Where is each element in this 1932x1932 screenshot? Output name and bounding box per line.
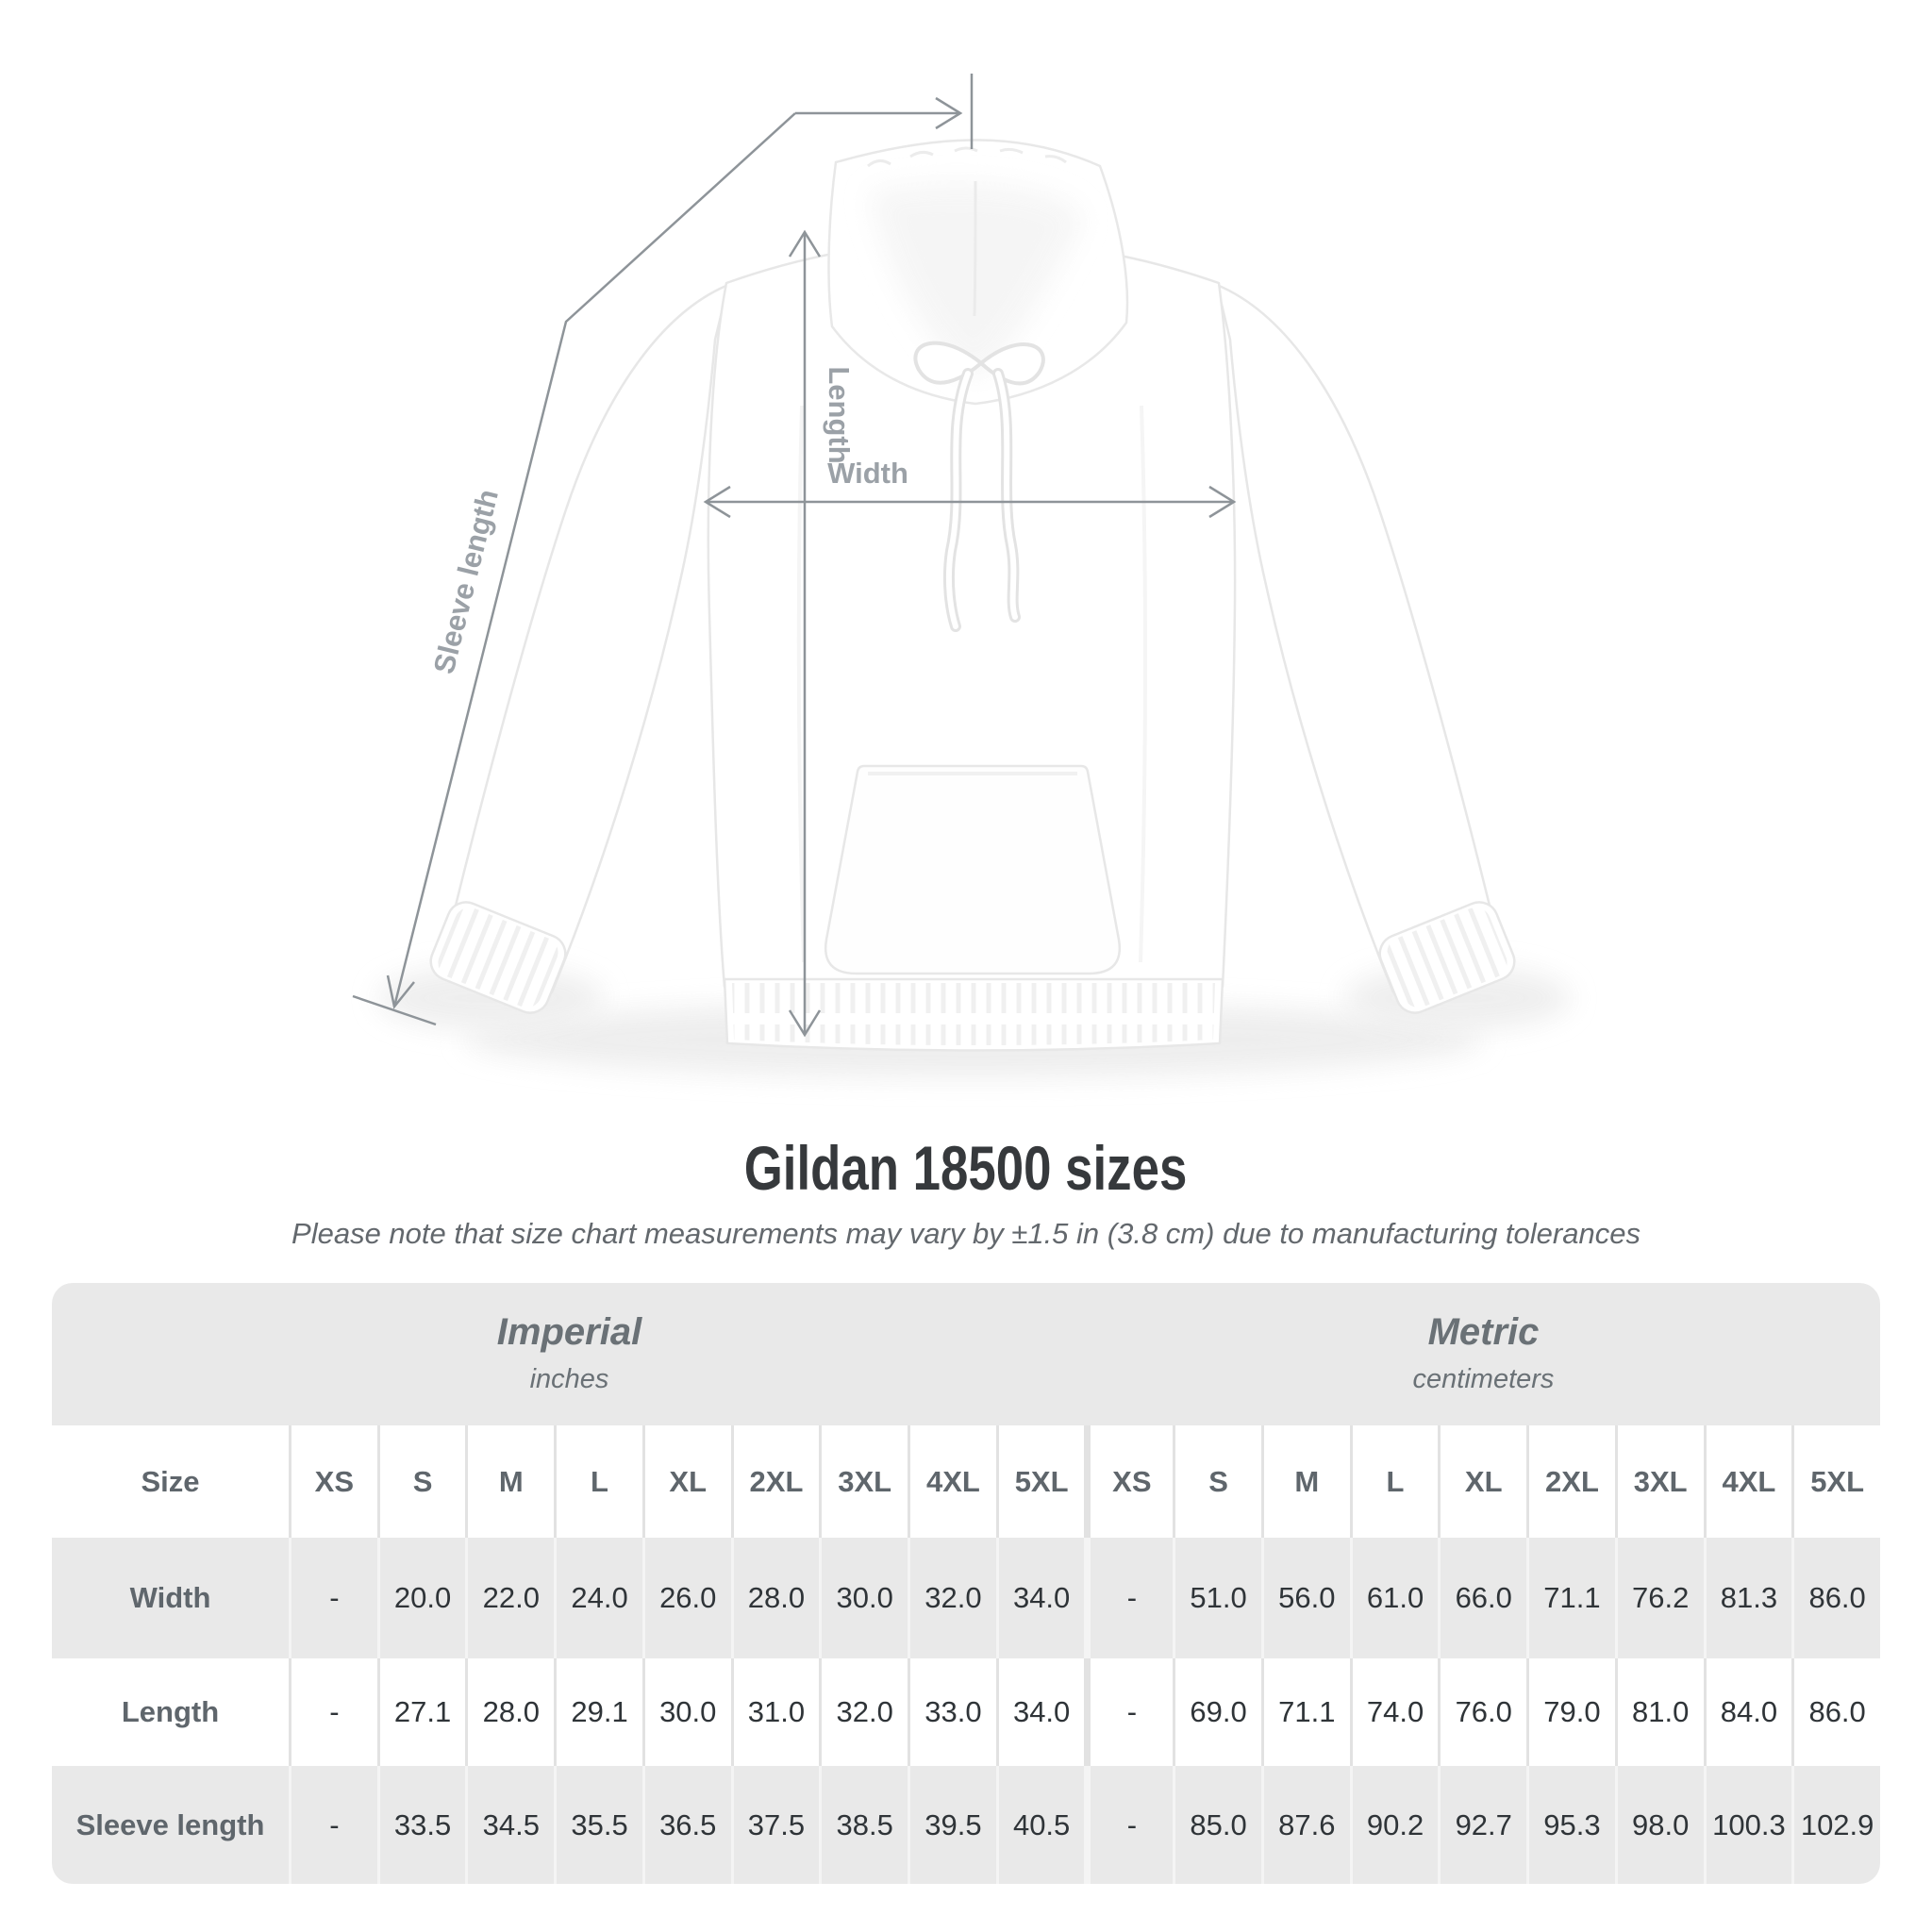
metric-size-header-s: S <box>1173 1425 1261 1538</box>
imperial-header <box>52 1283 1087 1425</box>
imperial-size-header-5xl: 5XL <box>996 1425 1085 1538</box>
metric-value-cell: 79.0 <box>1526 1658 1615 1766</box>
metric-value-cell: 74.0 <box>1350 1658 1439 1766</box>
metric-label: Metric <box>1427 1311 1540 1353</box>
metric-value-cell: 86.0 <box>1791 1658 1880 1766</box>
metric-value-cell: 81.3 <box>1704 1538 1792 1658</box>
imperial-value-cell: 20.0 <box>377 1538 466 1658</box>
metric-header <box>1087 1283 1880 1425</box>
imperial-value-cell: 24.0 <box>554 1538 642 1658</box>
length-label: Length <box>823 366 856 464</box>
measurement-row-length <box>52 1658 1880 1766</box>
metric-size-header-3xl: 3XL <box>1615 1425 1704 1538</box>
imperial-value-cell: - <box>289 1766 377 1884</box>
measurement-row-sleeve-length <box>52 1766 1880 1884</box>
imperial-value-cell: 29.1 <box>554 1658 642 1766</box>
metric-value-cell: 84.0 <box>1704 1658 1792 1766</box>
imperial-value-cell: 28.0 <box>465 1658 554 1766</box>
metric-value-cell: 86.0 <box>1791 1538 1880 1658</box>
imperial-label: Imperial <box>496 1311 642 1353</box>
imperial-size-header-2xl: 2XL <box>731 1425 820 1538</box>
metric-value-cell: 95.3 <box>1526 1766 1615 1884</box>
imperial-value-cell: 34.0 <box>996 1538 1085 1658</box>
imperial-size-header-l: L <box>554 1425 642 1538</box>
metric-value-cell: 69.0 <box>1173 1658 1261 1766</box>
metric-units: centimeters <box>1412 1364 1555 1394</box>
size-table <box>52 1283 1880 1884</box>
imperial-value-cell: 31.0 <box>731 1658 820 1766</box>
imperial-value-cell: - <box>289 1658 377 1766</box>
imperial-value-cell: 37.5 <box>731 1766 820 1884</box>
metric-value-cell: - <box>1084 1538 1173 1658</box>
imperial-value-cell: 36.5 <box>642 1766 731 1884</box>
imperial-size-header-xs: XS <box>289 1425 377 1538</box>
metric-size-header-4xl: 4XL <box>1704 1425 1792 1538</box>
metric-value-cell: 90.2 <box>1350 1766 1439 1884</box>
metric-size-header-xs: XS <box>1084 1425 1173 1538</box>
metric-value-cell: 76.2 <box>1615 1538 1704 1658</box>
metric-value-cell: 98.0 <box>1615 1766 1704 1884</box>
imperial-size-header-m: M <box>465 1425 554 1538</box>
row-label: Width <box>129 1581 211 1614</box>
imperial-size-header-4xl: 4XL <box>908 1425 996 1538</box>
imperial-value-cell: 30.0 <box>819 1538 908 1658</box>
imperial-value-cell: 32.0 <box>908 1538 996 1658</box>
metric-value-cell: 100.3 <box>1704 1766 1792 1884</box>
size-column-header: Size <box>141 1464 200 1498</box>
metric-value-cell: 102.9 <box>1791 1766 1880 1884</box>
metric-value-cell: 61.0 <box>1350 1538 1439 1658</box>
hoodie-illustration <box>425 140 1521 1050</box>
imperial-size-header-s: S <box>377 1425 466 1538</box>
page-title: Gildan 18500 sizes <box>744 1133 1188 1203</box>
imperial-value-cell: 33.0 <box>908 1658 996 1766</box>
metric-value-cell: 81.0 <box>1615 1658 1704 1766</box>
metric-size-header-xl: XL <box>1438 1425 1526 1538</box>
metric-value-cell: 71.1 <box>1261 1658 1350 1766</box>
metric-value-cell: - <box>1084 1658 1173 1766</box>
page-subtitle: Please note that size chart measurements may vary by ±1.5 in (3.8 cm) due to manufacturing tolerances <box>291 1217 1641 1250</box>
metric-value-cell: 87.6 <box>1261 1766 1350 1884</box>
imperial-size-header-xl: XL <box>642 1425 731 1538</box>
metric-value-cell: 51.0 <box>1173 1538 1261 1658</box>
table-header-row <box>52 1425 1880 1538</box>
metric-size-header-2xl: 2XL <box>1526 1425 1615 1538</box>
imperial-value-cell: 34.5 <box>465 1766 554 1884</box>
imperial-value-cell: 28.0 <box>731 1538 820 1658</box>
metric-value-cell: - <box>1084 1766 1173 1884</box>
metric-value-cell: 76.0 <box>1438 1658 1526 1766</box>
imperial-value-cell: 35.5 <box>554 1766 642 1884</box>
imperial-value-cell: 32.0 <box>819 1658 908 1766</box>
imperial-value-cell: 34.0 <box>996 1658 1085 1766</box>
imperial-units: inches <box>529 1364 609 1394</box>
metric-value-cell: 56.0 <box>1261 1538 1350 1658</box>
imperial-value-cell: - <box>289 1538 377 1658</box>
imperial-value-cell: 38.5 <box>819 1766 908 1884</box>
units-band <box>52 1283 1880 1425</box>
sleeve-length-label: Sleeve length <box>426 486 505 677</box>
imperial-value-cell: 22.0 <box>465 1538 554 1658</box>
measurement-row-width <box>52 1538 1880 1658</box>
imperial-value-cell: 33.5 <box>377 1766 466 1884</box>
metric-size-header-l: L <box>1350 1425 1439 1538</box>
imperial-size-header-3xl: 3XL <box>819 1425 908 1538</box>
imperial-value-cell: 40.5 <box>996 1766 1085 1884</box>
imperial-value-cell: 30.0 <box>642 1658 731 1766</box>
metric-value-cell: 85.0 <box>1173 1766 1261 1884</box>
size-table-grid <box>52 1425 1880 1884</box>
imperial-value-cell: 26.0 <box>642 1538 731 1658</box>
metric-value-cell: 66.0 <box>1438 1538 1526 1658</box>
row-label: Sleeve length <box>75 1807 265 1841</box>
metric-size-header-5xl: 5XL <box>1791 1425 1880 1538</box>
metric-value-cell: 92.7 <box>1438 1766 1526 1884</box>
metric-size-header-m: M <box>1261 1425 1350 1538</box>
metric-value-cell: 71.1 <box>1526 1538 1615 1658</box>
imperial-value-cell: 39.5 <box>908 1766 996 1884</box>
width-label: Width <box>827 457 908 490</box>
imperial-value-cell: 27.1 <box>377 1658 466 1766</box>
row-label: Length <box>121 1695 220 1728</box>
